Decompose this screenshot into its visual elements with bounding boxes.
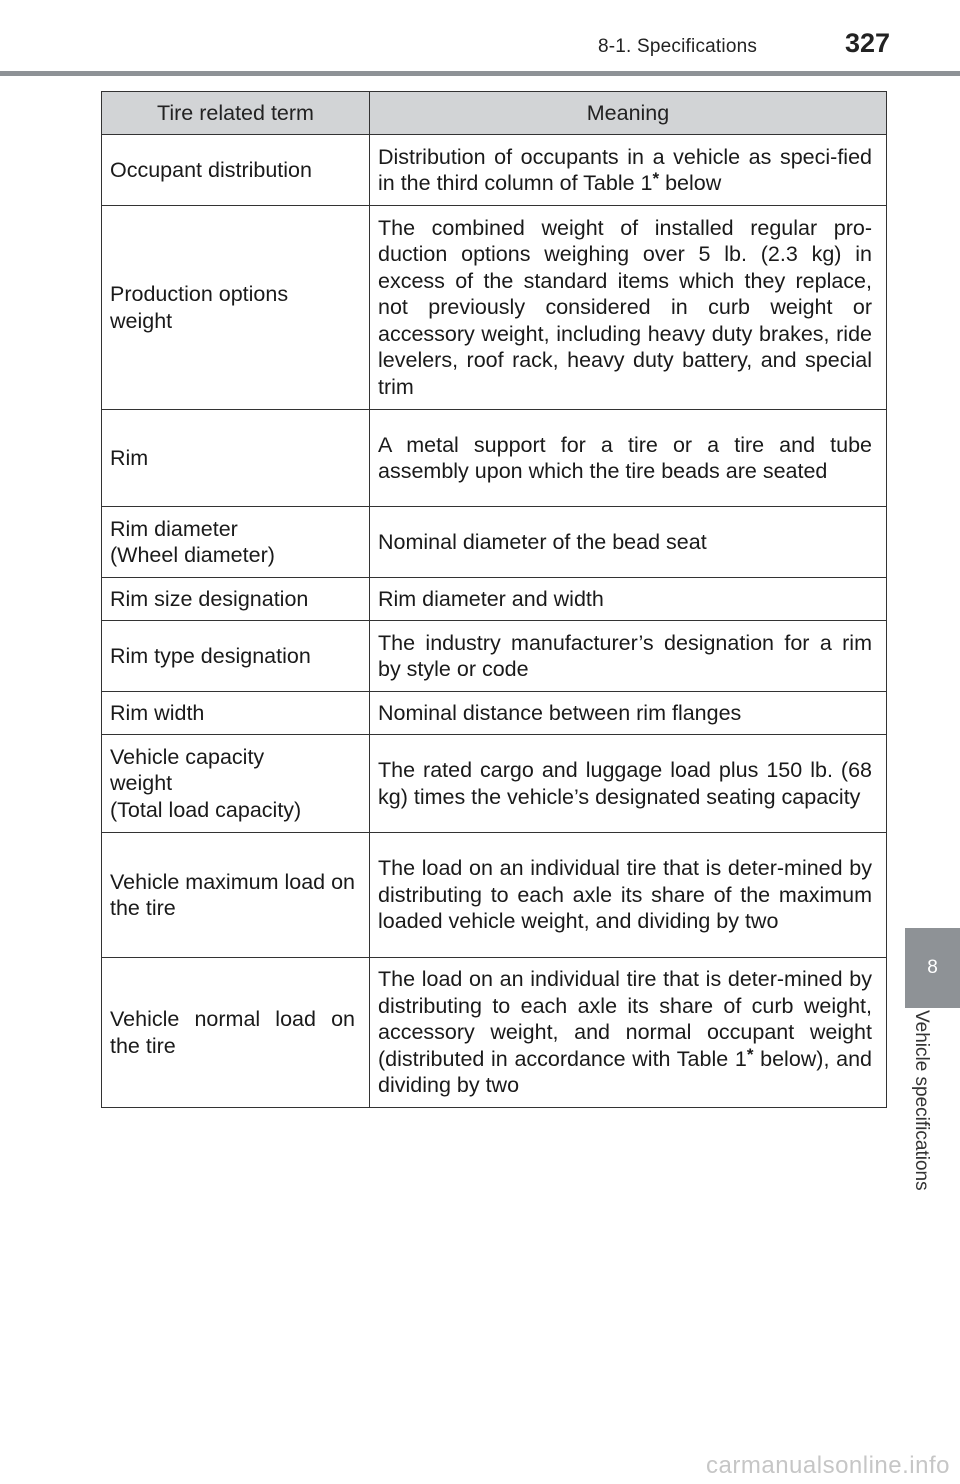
column-header-meaning: Meaning bbox=[370, 92, 887, 135]
term-cell: Occupant distribution bbox=[102, 135, 370, 206]
meaning-cell: The industry manufacturer’s designation for a rim by style or code bbox=[370, 621, 887, 692]
term-cell: Rim type designation bbox=[102, 621, 370, 692]
table-row bbox=[102, 692, 887, 735]
meaning-cell: Rim diameter and width bbox=[370, 578, 887, 621]
term-cell bbox=[102, 735, 370, 833]
meaning-text: below), and dividing by two bbox=[378, 1046, 872, 1098]
meaning-text: below bbox=[659, 171, 722, 195]
chapter-title: Vehicle specifications bbox=[911, 1010, 932, 1191]
term-line: Rim diameter bbox=[110, 516, 238, 541]
meaning-cell: The rated cargo and luggage load plus 150 lb. (68 kg) times the vehicle’s designated seating capacity bbox=[370, 735, 887, 833]
term-cell: Rim size designation bbox=[102, 578, 370, 621]
table-row bbox=[102, 578, 887, 621]
table-header-row bbox=[102, 92, 887, 135]
meaning-cell: The load on an individual tire that is deter-mined by distributing to each axle its share of the maximum loaded vehicle weight, and dividing by two bbox=[370, 833, 887, 958]
meaning-cell bbox=[370, 135, 887, 206]
meaning-cell bbox=[370, 958, 887, 1108]
table-row bbox=[102, 410, 887, 507]
term-line: (Total load capacity) bbox=[110, 797, 302, 822]
table-row bbox=[102, 507, 887, 578]
chapter-number: 8 bbox=[927, 957, 938, 978]
table-row bbox=[102, 135, 887, 206]
footnote-star: * bbox=[746, 1044, 754, 1064]
term-cell: Rim width bbox=[102, 692, 370, 735]
footnote-star: * bbox=[652, 169, 660, 188]
table-row bbox=[102, 833, 887, 958]
tire-terms-table bbox=[101, 91, 887, 1108]
term-cell: Rim bbox=[102, 410, 370, 507]
term-line: (Wheel diameter) bbox=[110, 543, 275, 567]
meaning-cell: A metal support for a tire or a tire and tube assembly upon which the tire beads are seated bbox=[370, 410, 887, 507]
meaning-text: Distribution of occupants in a vehicle as speci-fied in the third column of Table 1 bbox=[378, 144, 872, 195]
table-row bbox=[102, 206, 887, 410]
header-divider bbox=[0, 71, 960, 76]
term-line: Vehicle capacity weight bbox=[110, 744, 265, 796]
term-cell bbox=[102, 507, 370, 578]
table-row bbox=[102, 621, 887, 692]
section-title: 8-1. Specifications bbox=[598, 36, 758, 57]
table-row bbox=[102, 958, 887, 1108]
term-cell: Production options weight bbox=[102, 206, 370, 410]
watermark: carmanualsonline.info bbox=[706, 1452, 950, 1479]
chapter-tab[interactable] bbox=[905, 928, 960, 1008]
meaning-cell: The combined weight of installed regular pro-duction options weighing over 5 lb. (2.3 kg) in excess of the standard items which they replace, not previously considered in curb weight or accessory weight, including heavy duty brakes, ride levelers, roof rack, heavy duty battery, and special trim bbox=[370, 206, 887, 410]
column-header-term: Tire related term bbox=[102, 92, 370, 135]
meaning-cell: Nominal distance between rim flanges bbox=[370, 692, 887, 735]
table-row bbox=[102, 735, 887, 833]
term-cell: Vehicle normal load on the tire bbox=[102, 958, 370, 1108]
page-number: 327 bbox=[845, 28, 891, 58]
term-cell: Vehicle maximum load on the tire bbox=[102, 833, 370, 958]
meaning-cell: Nominal diameter of the bead seat bbox=[370, 507, 887, 578]
meaning-text: The load on an individual tire that is deter-mined by distributing to each axle its share of curb weight, accessory weight, and normal occupant weight (distributed in accordance with Table 1 bbox=[378, 967, 872, 1071]
